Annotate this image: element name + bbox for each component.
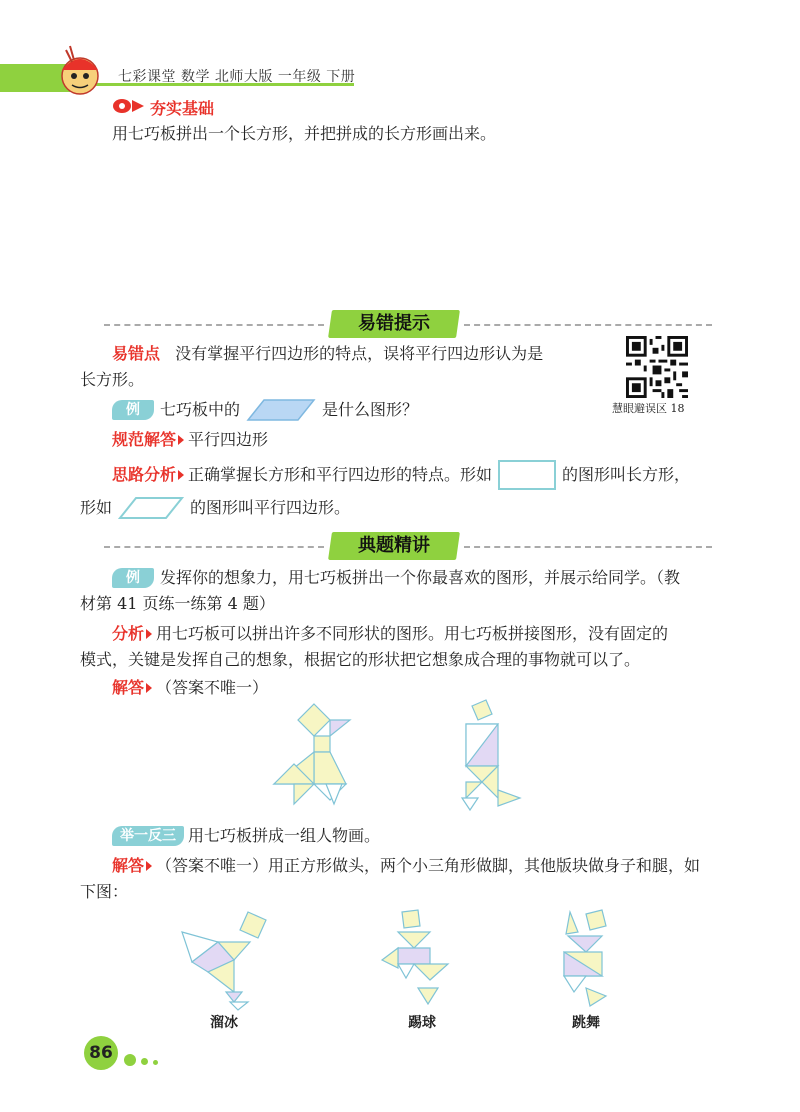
error-example-text-a: 七巧板中的 [160,400,241,419]
example-analysis-text1: 用七巧板可以拼出许多不同形状的图形。用七巧板拼接图形，没有固定的 [156,624,669,643]
error-point-line2: 长方形。 [80,370,145,389]
basic-task-text: 用七巧板拼出一个长方形，并把拼成的长方形画出来。 [112,124,497,143]
header-text: 七彩课堂 数学 北师大版 一年级 下册 [118,69,356,85]
tangram-football-figure [378,908,454,1012]
example-answer-line [112,676,268,700]
error-example-text-b: 是什么图形？ [322,400,419,419]
figure-label-skating: 溜冰 [210,1015,238,1031]
mascot-icon [52,40,108,100]
example-badge: 例 [112,400,154,420]
decor-dot-3 [153,1060,158,1065]
extension-answer-line1 [112,854,700,878]
figure-label-dance: 跳舞 [572,1015,600,1031]
banner-example: 典题精讲 [328,532,460,560]
analysis-text-a: 正确掌握长方形和平行四边形的特点。形如 [188,465,493,484]
parallelogram-icon [246,398,316,422]
error-point-text: 没有掌握平行四边形的特点，误将平行四边形认为是 [175,344,544,363]
example-line1 [112,566,680,590]
error-example-line [112,398,418,422]
decor-dot-2 [141,1058,148,1065]
error-point-line1 [112,342,543,366]
analysis-text-b: 的图形叫长方形， [562,465,691,484]
section-basic-title: 夯实基础 [150,99,215,118]
example-badge-2: 例 [112,568,154,588]
extension-badge: 举一反三 [112,826,184,846]
extension-line [112,824,380,848]
banner-error-tips: 易错提示 [328,310,460,338]
arrow-icon [178,470,184,480]
analysis-text-c: 形如 [80,498,113,517]
example-text1: 发挥你的想象力，用七巧板拼出一个你最喜欢的图形，并展示给同学。（教 [160,568,681,587]
eye-arrow-icon [112,97,146,115]
analysis-label: 思路分析 [112,465,177,484]
rectangle-shape [498,460,556,490]
arrow-icon [178,435,184,445]
tangram-dance-figure [556,908,622,1012]
qr-caption: 慧眼避误区 18 [612,402,685,415]
example-text2: 材第 41 页练一练第 4 题） [80,594,275,613]
analysis-text-d: 的图形叫平行四边形。 [190,498,351,517]
arrow-icon [146,861,152,871]
arrow-icon [146,683,152,693]
decor-dot-1 [124,1054,136,1066]
divider-right [464,324,712,326]
answer-text: 平行四边形 [188,430,269,449]
example-answer-text: （答案不唯一） [156,678,269,697]
example-analysis-line1 [112,622,668,646]
extension-answer-label: 解答 [112,856,145,875]
qr-code-icon[interactable] [626,336,688,398]
arrow-icon [146,629,152,639]
parallelogram-outline-icon [118,496,184,520]
tangram-bird-figure [270,700,360,812]
extension-answer-text1: （答案不唯一）用正方形做头，两个小三角形做脚，其他版块做身子和腿，如 [156,856,701,875]
error-point-label: 易错点 [112,344,161,363]
extension-text: 用七巧板拼成一组人物画。 [188,826,381,845]
answer-label: 规范解答 [112,430,177,449]
error-analysis-line1 [112,460,690,490]
figure-label-football: 踢球 [408,1015,436,1031]
error-answer-line [112,428,268,452]
tangram-person-figure [458,698,528,814]
divider-left-2 [104,546,324,548]
divider-right-2 [464,546,712,548]
example-analysis-text2: 模式，关键是发挥自己的想象，根据它的形状把它想象成合理的事物就可以了。 [80,650,641,669]
page-number: 86 [84,1036,118,1070]
extension-answer-text2: 下图： [80,882,129,901]
divider-left [104,324,324,326]
error-analysis-line2 [80,496,350,520]
example-analysis-label: 分析 [112,624,145,643]
example-answer-label: 解答 [112,678,145,697]
tangram-skating-figure [178,908,274,1012]
